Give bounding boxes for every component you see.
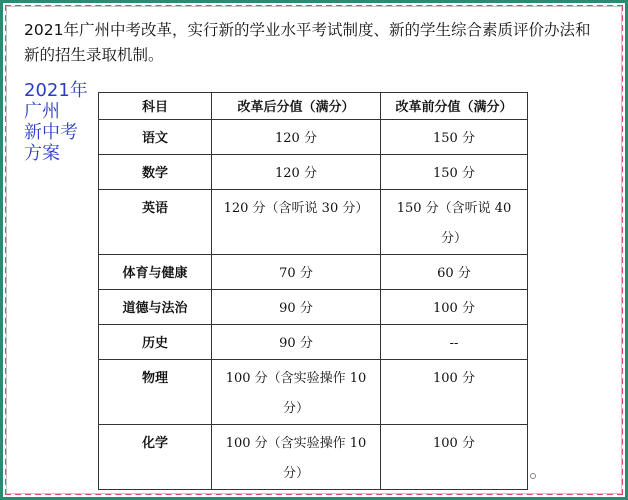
table-row xyxy=(99,155,528,190)
subject-cell: 道德与法治 xyxy=(99,290,212,325)
table-row xyxy=(99,425,528,490)
corner-dot xyxy=(530,473,536,479)
after-score-cell: 120 分（含听说 30 分） xyxy=(212,190,381,255)
subject-cell: 物理 xyxy=(99,360,212,425)
before-score-cell: -- xyxy=(381,325,528,360)
subject-cell: 英语 xyxy=(99,190,212,255)
subject-cell: 体育与健康 xyxy=(99,255,212,290)
side-label-line-2: 广州 xyxy=(24,101,60,122)
side-label xyxy=(24,80,94,164)
before-score-cell: 150 分（含听说 40 分） xyxy=(381,190,528,255)
subject-cell: 历史 xyxy=(99,325,212,360)
after-score-cell: 70 分 xyxy=(212,255,381,290)
after-score-cell: 100 分（含实验操作 10 分） xyxy=(212,425,381,490)
before-score-cell: 100 分 xyxy=(381,360,528,425)
after-score-cell: 90 分 xyxy=(212,290,381,325)
header-before-reform: 改革前分值（满分） xyxy=(381,93,528,120)
before-score-cell: 60 分 xyxy=(381,255,528,290)
table-row xyxy=(99,120,528,155)
table-row xyxy=(99,290,528,325)
before-score-cell: 150 分 xyxy=(381,120,528,155)
subject-cell: 语文 xyxy=(99,120,212,155)
score-table xyxy=(98,92,528,490)
subject-cell: 化学 xyxy=(99,425,212,490)
table-row xyxy=(99,255,528,290)
after-score-cell: 100 分（含实验操作 10 分） xyxy=(212,360,381,425)
after-score-cell: 90 分 xyxy=(212,325,381,360)
before-score-cell: 150 分 xyxy=(381,155,528,190)
intro-paragraph: 2021年广州中考改革，实行新的学业水平考试制度、新的学生综合素质评价办法和新的招生录取机制。 xyxy=(24,21,591,64)
header-subject: 科目 xyxy=(99,93,212,120)
after-score-cell: 120 分 xyxy=(212,155,381,190)
side-label-line-4: 方案 xyxy=(24,143,60,164)
side-label-line-3: 新中考 xyxy=(24,122,78,143)
before-score-cell: 100 分 xyxy=(381,425,528,490)
table-header-row xyxy=(99,93,528,120)
table-row xyxy=(99,325,528,360)
table-row xyxy=(99,360,528,425)
table-row xyxy=(99,190,528,255)
header-after-reform: 改革后分值（满分） xyxy=(212,93,381,120)
after-score-cell: 120 分 xyxy=(212,120,381,155)
before-score-cell: 100 分 xyxy=(381,290,528,325)
side-label-line-1: 2021年 xyxy=(24,80,88,101)
subject-cell: 数学 xyxy=(99,155,212,190)
